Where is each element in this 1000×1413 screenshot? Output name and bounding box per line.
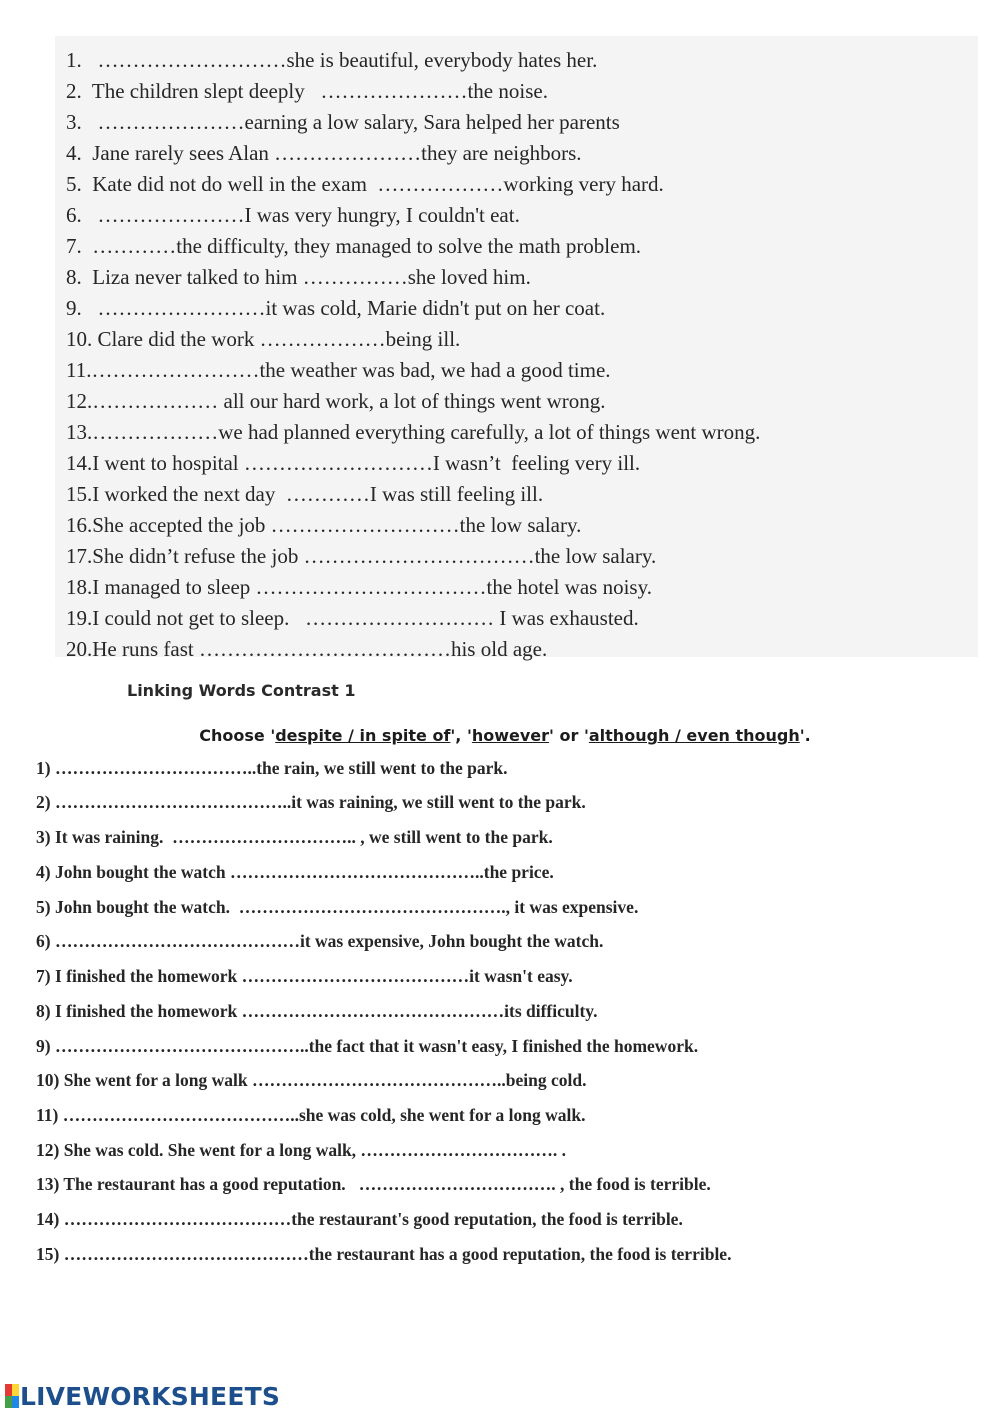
instructions-suffix: '. [799, 726, 811, 745]
exercise-b-item: 14) …………………………………the restaurant's good reputation, the food is terrible. [36, 1209, 683, 1229]
section-title: Linking Words Contrast 1 [127, 681, 356, 700]
instructions-prefix: Choose ' [199, 726, 276, 745]
option-despite: despite / in spite of [275, 726, 451, 745]
exercise-b-item: 9) ……………………………………..the fact that it wasn't easy, I finished the homework. [36, 1036, 699, 1056]
exercise-b-item: 8) I finished the homework ………………………………………its difficulty. [36, 1001, 598, 1021]
exercise-b-item: 5) John bought the watch. ………………………………………., it was expensive. [36, 897, 639, 917]
exercise-a-item: 11.……………………the weather was bad, we had a good time. [66, 358, 611, 382]
exercise-a-item: 12.……………… all our hard work, a lot of things went wrong. [66, 389, 606, 413]
exercise-a-item: 6. …………………I was very hungry, I couldn't eat. [66, 203, 520, 227]
exercise-a-item: 3. …………………earning a low salary, Sara helped her parents [66, 110, 620, 134]
exercise-b-item: 10) She went for a long walk ……………………………………..being cold. [36, 1070, 587, 1090]
exercise-a-item: 5. Kate did not do well in the exam ………………working very hard. [66, 172, 664, 196]
exercise-a-item: 8. Liza never talked to him ……………she loved him. [66, 265, 531, 289]
exercise-b-item: 13) The restaurant has a good reputation. ……………………………. , the food is terrible. [36, 1174, 711, 1194]
exercise-b-item: 1) ……………………………..the rain, we still went to the park. [36, 758, 508, 778]
exercise-b-item: 12) She was cold. She went for a long walk, ……………………………. . [36, 1140, 567, 1160]
exercise-a-item: 20.He runs fast ………………………………his old age. [66, 637, 548, 661]
exercise-b-item: 7) I finished the homework …………………………………it wasn't easy. [36, 966, 573, 986]
exercise-b-item: 4) John bought the watch ……………………………………..the price. [36, 862, 554, 882]
instructions [0, 726, 1000, 745]
exercise-a-item: 4. Jane rarely sees Alan …………………they are neighbors. [66, 141, 582, 165]
instructions-separator: ' or ' [549, 726, 589, 745]
exercise-a-item: 9. ……………………it was cold, Marie didn't put on her coat. [66, 296, 606, 320]
option-although: although / even though [588, 726, 800, 745]
exercise-b-item: 6) ……………………………………it was expensive, John bought the watch. [36, 931, 604, 951]
exercise-b-item: 3) It was raining. ………………………….. , we still went to the park. [36, 827, 553, 847]
exercise-a-item: 15.I worked the next day …………I was still feeling ill. [66, 482, 544, 506]
logo-text: LIVEWORKSHEETS [20, 1381, 281, 1411]
instructions-separator: ', ' [450, 726, 472, 745]
liveworksheets-logo-mark-icon [5, 1384, 19, 1408]
exercise-a-item: 18.I managed to sleep ……………………………the hotel was noisy. [66, 575, 652, 599]
exercise-b-item: 11) …………………………………..she was cold, she went for a long walk. [36, 1105, 586, 1125]
exercise-a-item: 1. ………………………she is beautiful, everybody hates her. [66, 48, 598, 72]
exercise-a-item: 10. Clare did the work ………………being ill. [66, 327, 461, 351]
exercise-a-item: 7. …………the difficulty, they managed to solve the math problem. [66, 234, 642, 258]
exercise-b-item: 15) ……………………………………the restaurant has a good reputation, the food is terrible. [36, 1244, 732, 1264]
exercise-a-item: 19.I could not get to sleep. ……………………… I was exhausted. [66, 606, 639, 630]
exercise-b-item: 2) …………………………………..it was raining, we still went to the park. [36, 792, 586, 812]
exercise-a-item: 13.………………we had planned everything carefully, a lot of things went wrong. [66, 420, 761, 444]
liveworksheets-logo[interactable] [5, 1381, 280, 1411]
exercise-a-item: 14.I went to hospital ………………………I wasn’t feeling very ill. [66, 451, 641, 475]
exercise-a-item: 16.She accepted the job ………………………the low salary. [66, 513, 582, 537]
exercise-a-item: 2. The children slept deeply …………………the noise. [66, 79, 548, 103]
exercise-a-item: 17.She didn’t refuse the job ……………………………the low salary. [66, 544, 657, 568]
exercise-a-panel [55, 36, 978, 661]
option-however: however [471, 726, 550, 745]
